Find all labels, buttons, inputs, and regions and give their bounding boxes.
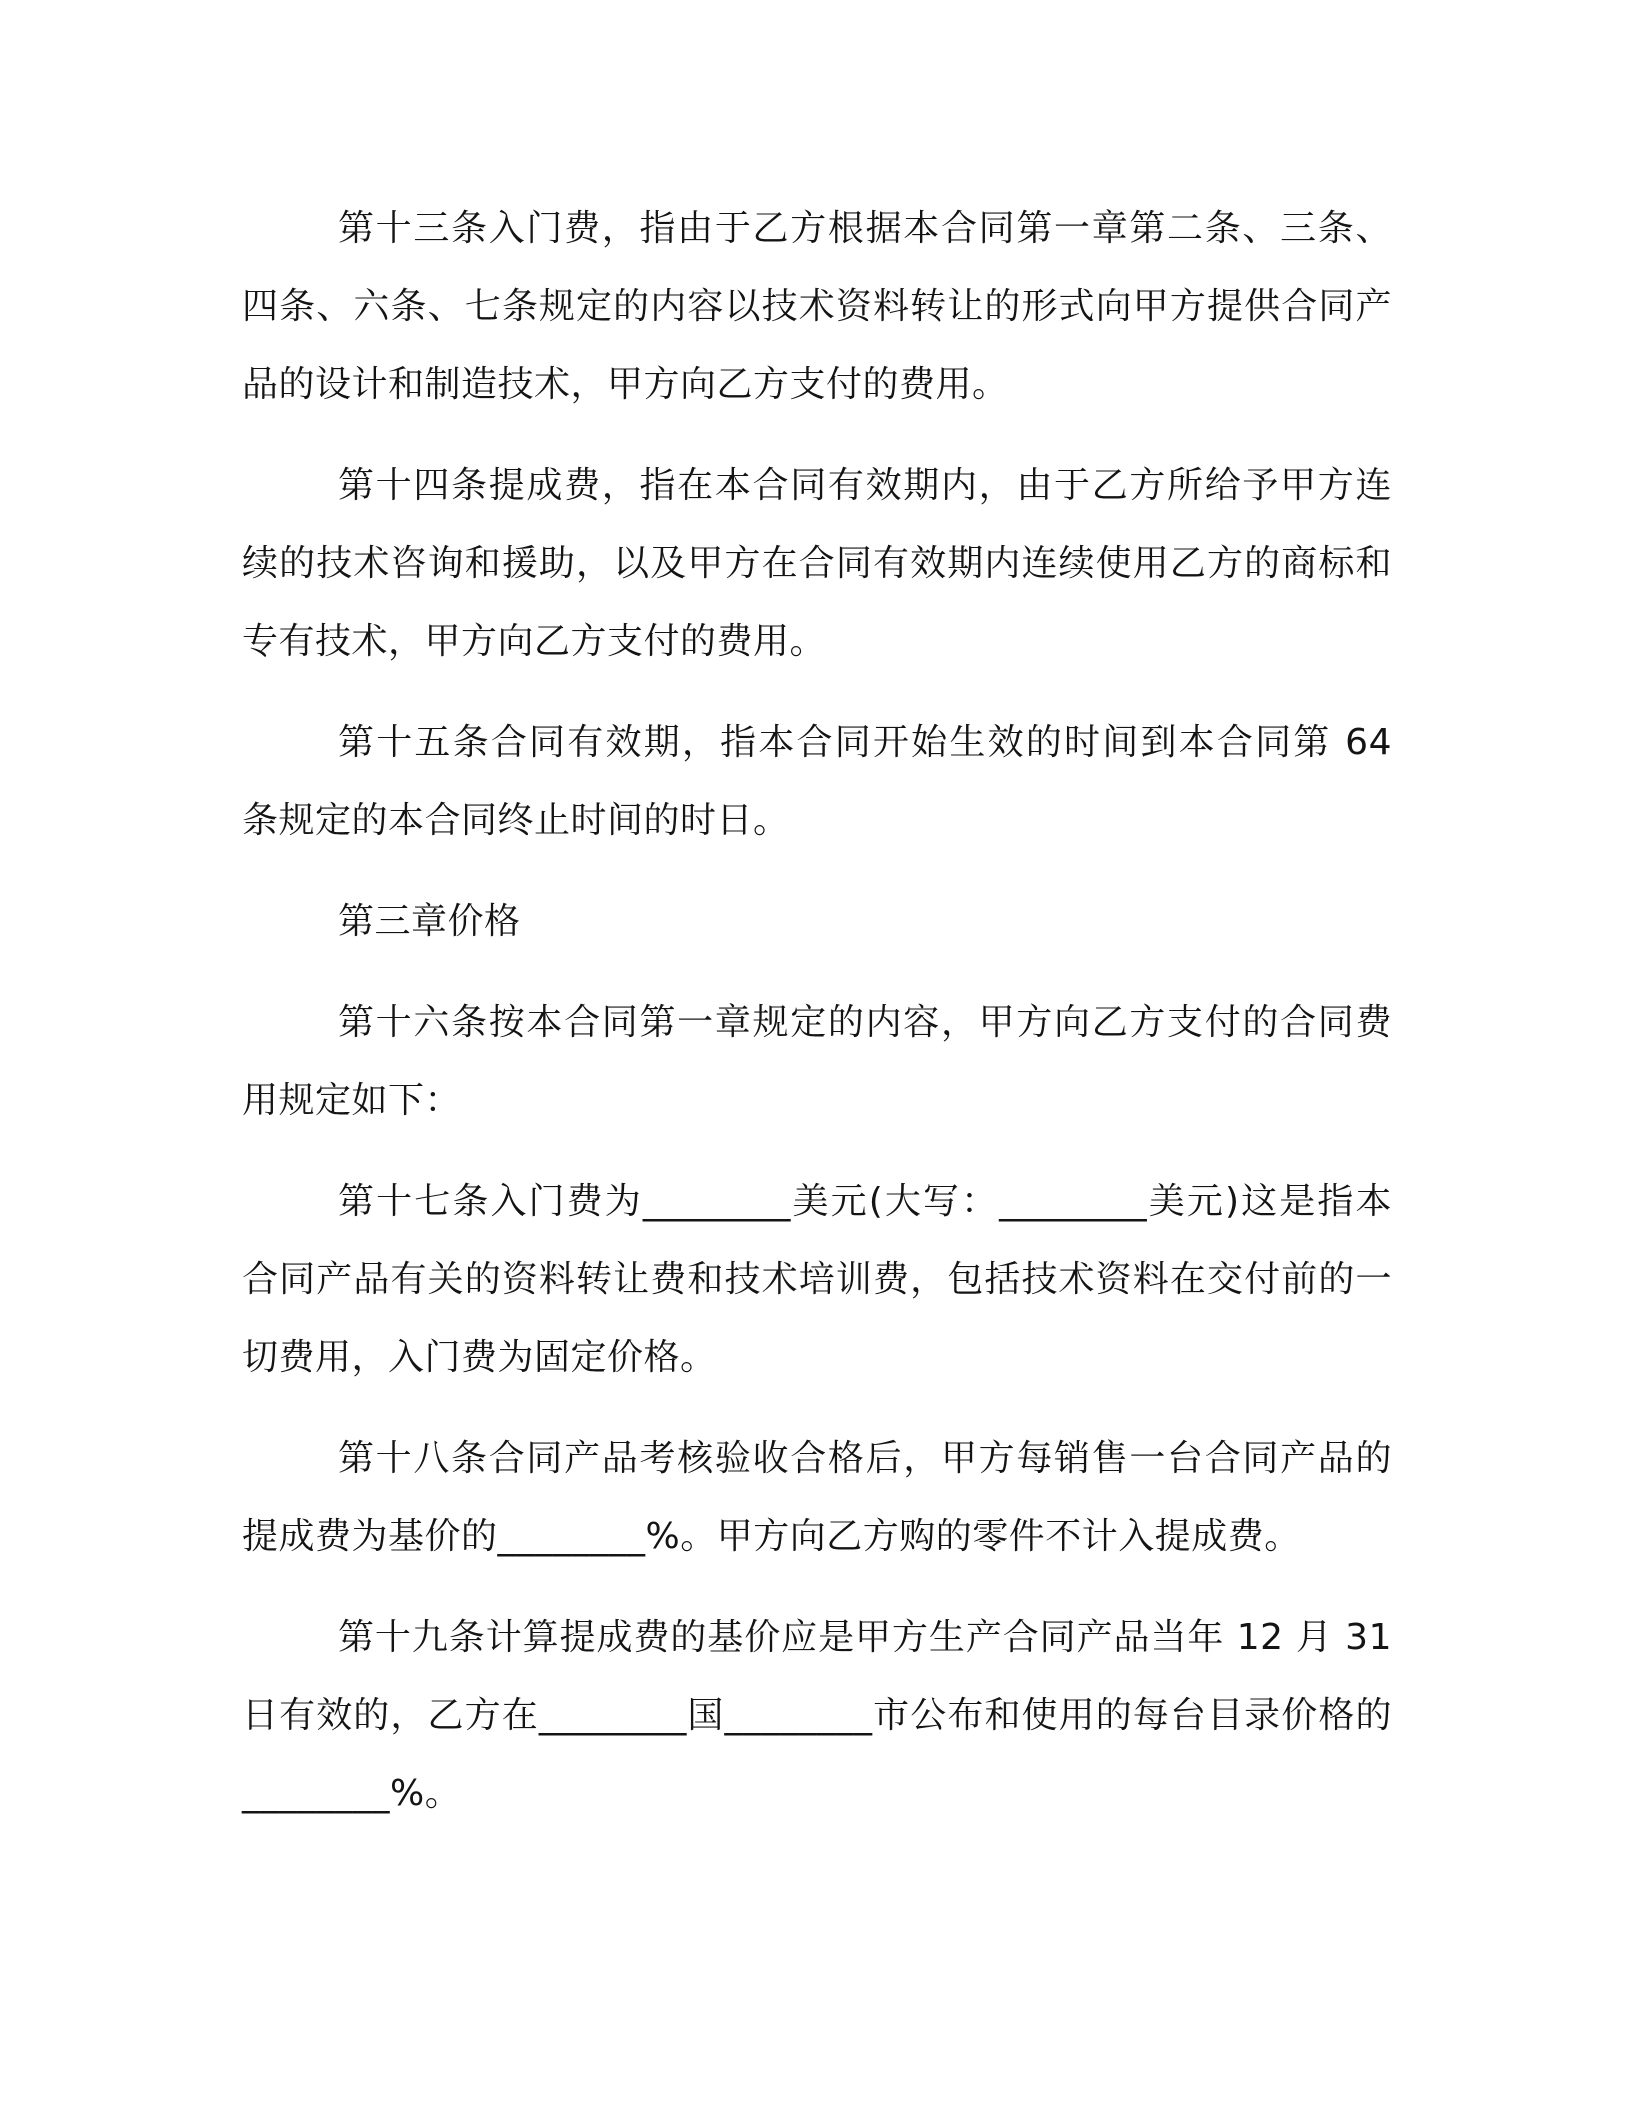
- article-16-paragraph: 第十六条按本合同第一章规定的内容，甲方向乙方支付的合同费用规定如下：: [242, 1002, 1392, 1121]
- article-13-paragraph: 第十三条入门费，指由于乙方根据本合同第一章第二条、三条、四条、六条、七条规定的内容以技术资料转让的形式向甲方提供合同产品的设计和制造技术，甲方向乙方支付的费用。: [242, 208, 1392, 405]
- article-18-paragraph: 第十八条合同产品考核验收合格后，甲方每销售一台合同产品的提成费为基价的________%。甲方向乙方购的零件不计入提成费。: [242, 1438, 1392, 1557]
- document-body: [242, 190, 1392, 1856]
- article-15-paragraph: 第十五条合同有效期，指本合同开始生效的时间到本合同第 64 条规定的本合同终止时间的时日。: [242, 722, 1392, 841]
- article-19-paragraph: 第十九条计算提成费的基价应是甲方生产合同产品当年 12 月 31 日有效的，乙方在________国________市公布和使用的每台目录价格的________%。: [242, 1617, 1392, 1814]
- article-17-paragraph: 第十七条入门费为________美元(大写：________美元)这是指本合同产品有关的资料转让费和技术培训费，包括技术资料在交付前的一切费用，入门费为固定价格。: [242, 1181, 1392, 1378]
- article-14-paragraph: 第十四条提成费，指在本合同有效期内，由于乙方所给予甲方连续的技术咨询和援助，以及甲方在合同有效期内连续使用乙方的商标和专有技术，甲方向乙方支付的费用。: [242, 465, 1392, 662]
- chapter-3-heading: 第三章价格: [338, 901, 521, 942]
